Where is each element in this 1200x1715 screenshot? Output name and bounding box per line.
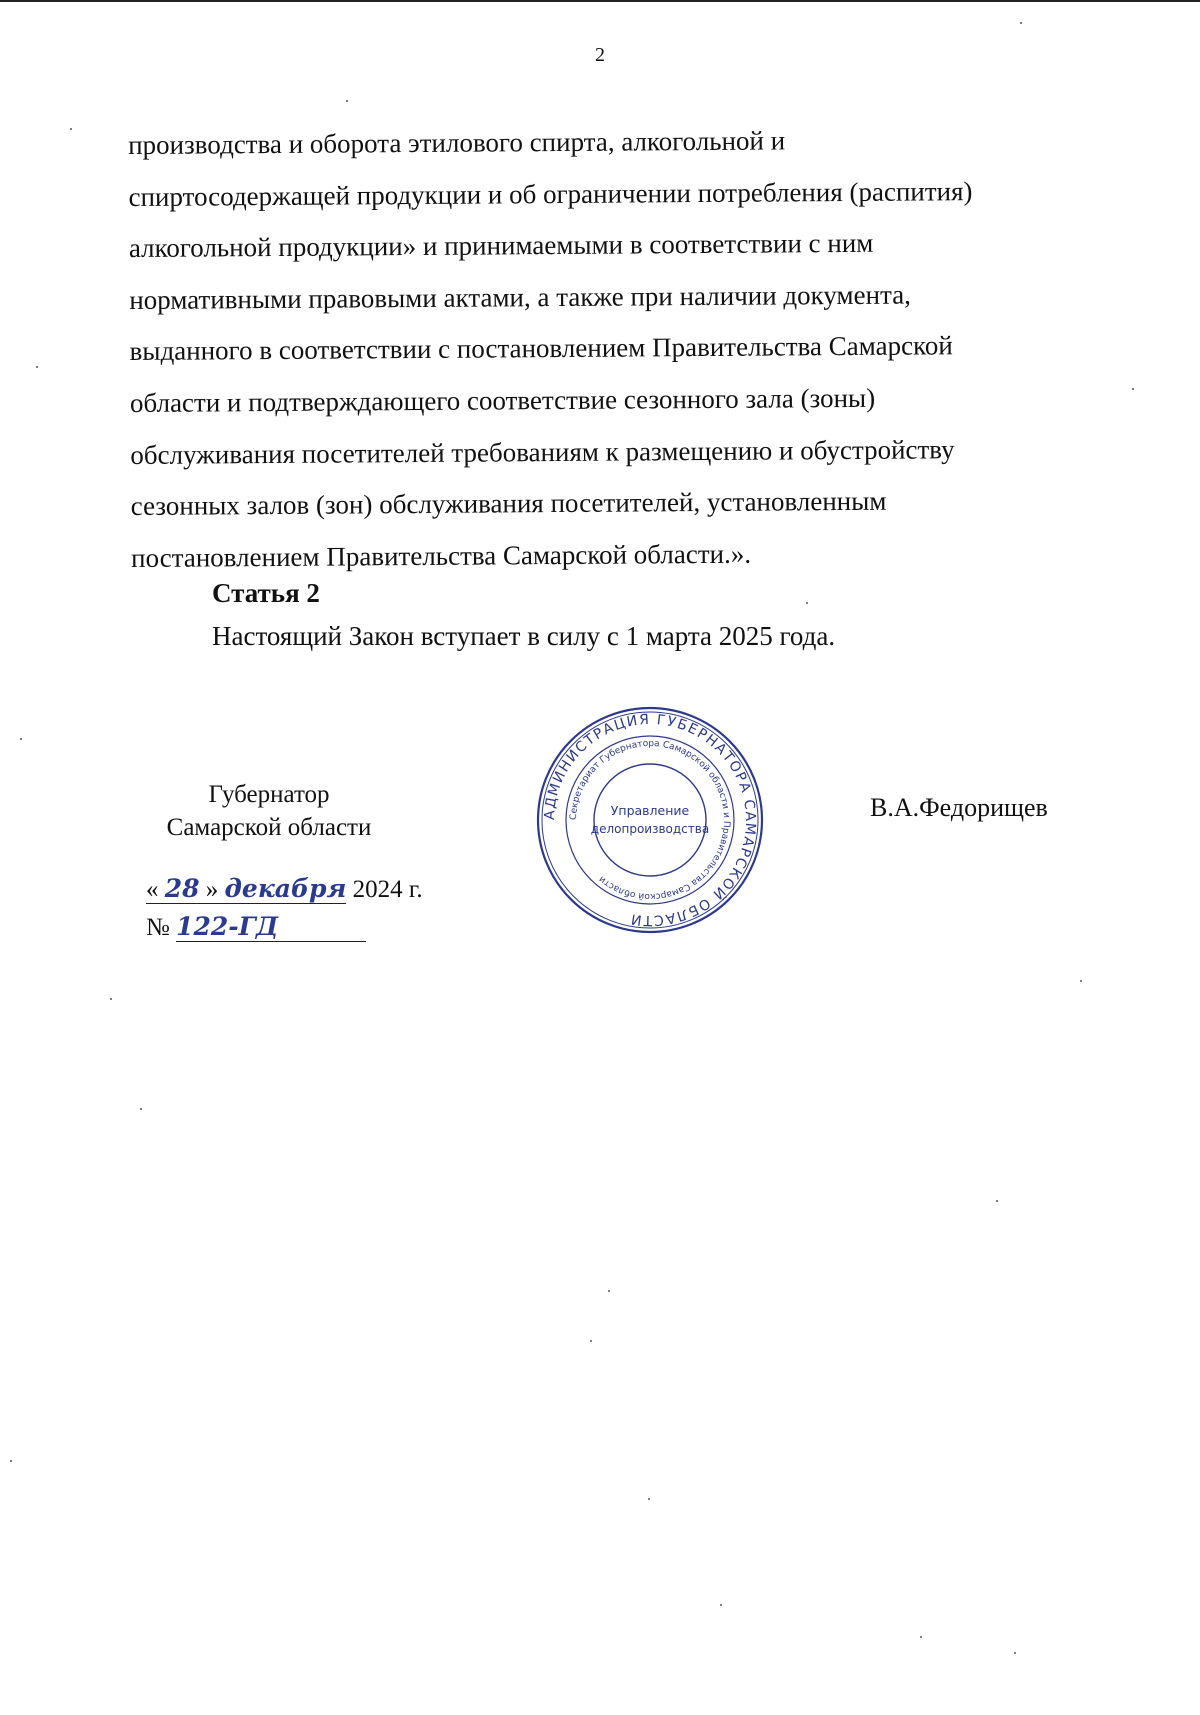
number-handwritten-field: [176, 914, 366, 942]
body-line: постановлением Правительства Самарской области.».: [130, 538, 752, 573]
body-line: нормативными правовыми актами, а также при наличии документа,: [129, 279, 911, 315]
body-line: обслуживания посетителей требованиям к размещению и обустройству: [130, 433, 955, 470]
page-top-border: [0, 0, 1200, 2]
scan-speck: [110, 998, 112, 1000]
body-line: спиртосодержащей продукции и об ограничении потребления (распития): [128, 175, 973, 212]
date-year: 2024 г.: [352, 876, 423, 903]
date-month: декабря: [224, 874, 347, 903]
scan-speck: [346, 100, 348, 102]
seal-center-line: делопроизводства: [590, 822, 710, 836]
number-value: 122-ГД: [176, 912, 279, 941]
scan-speck: [806, 602, 808, 604]
scan-speck: [20, 738, 22, 740]
date-close-quote: »: [205, 876, 219, 903]
body-line: алкогольной продукции» и принимаемыми в соответствии с ним: [128, 227, 874, 264]
scan-speck: [720, 1604, 722, 1606]
body-paragraph: [128, 113, 1063, 584]
body-line: производства и оборота этилового спирта, алкогольной и: [128, 125, 786, 160]
article-text: Настоящий Закон вступает в силу с 1 марта 2025 года.: [212, 621, 836, 651]
signing-date: [146, 876, 423, 904]
scan-speck: [70, 128, 72, 130]
official-seal: [535, 705, 765, 935]
body-line: выданного в соответствии с постановлением Правительства Самарской: [129, 330, 953, 367]
law-number: [146, 914, 366, 942]
seal-inner-text: Секретариат Губернатора Самарской области и Правительства Самарской области: [568, 738, 732, 902]
number-sign: №: [146, 914, 170, 941]
date-day: 28: [164, 874, 200, 903]
body-line: области и подтверждающего соответствие сезонного зала (зоны): [129, 382, 876, 418]
seal-inner-ring: [594, 764, 706, 876]
scan-speck: [590, 1340, 592, 1342]
scan-speck: [36, 366, 38, 368]
scan-speck: [10, 1460, 12, 1462]
date-open-quote: «: [146, 876, 159, 903]
scan-speck: [996, 1200, 998, 1202]
body-line: сезонных залов (зон) обслуживания посетителей, установленным: [130, 485, 887, 522]
scan-speck: [608, 1290, 610, 1292]
seal-center-line: Управление: [610, 803, 690, 818]
signatory-position: [144, 778, 394, 844]
scan-speck: [920, 1636, 922, 1638]
scan-speck: [1132, 388, 1134, 390]
position-line: Губернатор: [208, 781, 330, 808]
seal-middle-ring: [566, 736, 734, 904]
scan-speck: [1014, 1652, 1016, 1654]
date-handwritten-field: [146, 876, 346, 904]
scan-speck: [1080, 980, 1082, 982]
article-title: Статья 2: [212, 578, 320, 608]
seal-outer-text: АДМИНИСТРАЦИЯ ГУБЕРНАТОРА САМАРСКОЙ ОБЛАСТИ: [541, 711, 759, 929]
scan-speck: [648, 1498, 650, 1500]
scan-speck: [140, 1108, 142, 1110]
scan-speck: [1020, 22, 1022, 24]
page-number: 2: [595, 44, 605, 66]
position-line: Самарской области: [166, 814, 372, 841]
signatory-name: В.А.Федорищев: [870, 793, 1048, 822]
